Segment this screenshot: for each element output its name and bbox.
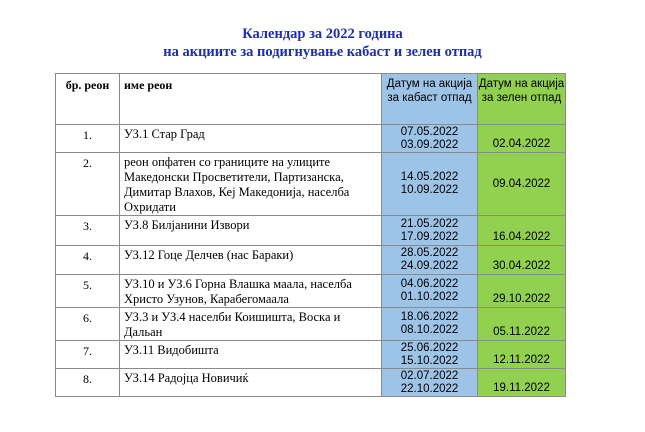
header-row (56, 74, 566, 125)
calendar-title: Календар за 2022 година (242, 26, 403, 42)
green-date: 09.04.2022 (478, 153, 566, 216)
bulky-dates (382, 216, 478, 246)
bulky-date-1: 18.06.2022 (400, 311, 459, 323)
bulky-date-2: 08.10.2022 (400, 324, 459, 336)
bulky-date-2: 22.10.2022 (400, 382, 459, 395)
bulky-dates (382, 125, 478, 153)
header-region-name: име реон (120, 74, 382, 125)
table-row (56, 341, 566, 369)
bulky-date-2: 15.10.2022 (400, 354, 459, 367)
bulky-date-2: 17.09.2022 (400, 230, 459, 243)
region-name: УЗ.1 Стар Град (120, 125, 382, 153)
region-name: УЗ.12 Гоце Делчев (нас Бараки) (120, 246, 382, 275)
bulky-date-1: 02.07.2022 (400, 369, 459, 382)
region-number: 7. (56, 341, 120, 369)
calendar-subtitle: на акциите за подигнување кабаст и зелен отпад (163, 44, 482, 60)
region-number: 6. (56, 308, 120, 341)
region-number: 2. (56, 153, 120, 216)
table-row (56, 308, 566, 341)
region-name: реон опфатен со границите на улиците Македонски Просветители, Партизанска, Димитар Влахов, Кеј Македонија, населба Охридати (120, 153, 382, 216)
bulky-date-1: 07.05.2022 (400, 125, 459, 138)
bulky-date-2: 10.09.2022 (400, 184, 459, 196)
green-date: 05.11.2022 (478, 308, 566, 341)
bulky-dates (382, 308, 478, 341)
region-name: УЗ.3 и УЗ.4 населби Коишишта, Воска и Дальан (120, 308, 382, 341)
bulky-date-2: 24.09.2022 (400, 260, 459, 272)
schedule-table (55, 73, 566, 397)
bulky-date-1: 04.06.2022 (400, 278, 459, 290)
table-row (56, 125, 566, 153)
bulky-date-1: 14.05.2022 (400, 171, 459, 183)
green-date: 30.04.2022 (478, 246, 566, 275)
region-number: 1. (56, 125, 120, 153)
bulky-date-1: 21.05.2022 (400, 217, 459, 230)
region-name: УЗ.8 Билјанини Извори (120, 216, 382, 246)
green-date: 12.11.2022 (478, 341, 566, 369)
table-row (56, 216, 566, 246)
header-bulky-waste-date: Датум на акција за кабаст отпад (382, 74, 478, 125)
bulky-date-2: 01.10.2022 (400, 291, 459, 303)
bulky-date-2: 03.09.2022 (400, 138, 459, 151)
region-number: 3. (56, 216, 120, 246)
bulky-date-1: 25.06.2022 (400, 341, 459, 354)
region-name: УЗ.11 Видобишта (120, 341, 382, 369)
table-row (56, 369, 566, 397)
green-date: 02.04.2022 (478, 125, 566, 153)
table-row (56, 246, 566, 275)
region-name: УЗ.14 Радојца Новичиќ (120, 369, 382, 397)
bulky-dates (382, 275, 478, 308)
green-date: 16.04.2022 (478, 216, 566, 246)
bulky-date-1: 28.05.2022 (400, 247, 459, 259)
bulky-dates (382, 369, 478, 397)
region-number: 4. (56, 246, 120, 275)
region-number: 8. (56, 369, 120, 397)
region-name: УЗ.10 и УЗ.6 Горна Влашка маала, населба Христо Узунов, Карабегомаала (120, 275, 382, 308)
green-date: 29.10.2022 (478, 275, 566, 308)
green-date: 19.11.2022 (478, 369, 566, 397)
bulky-dates (382, 246, 478, 275)
region-number: 5. (56, 275, 120, 308)
bulky-dates (382, 153, 478, 216)
table-row (56, 275, 566, 308)
bulky-dates (382, 341, 478, 369)
header-region-number: бр. реон (56, 74, 120, 125)
table-row (56, 153, 566, 216)
header-green-waste-date: Датум на акција за зелен отпад (478, 74, 566, 125)
